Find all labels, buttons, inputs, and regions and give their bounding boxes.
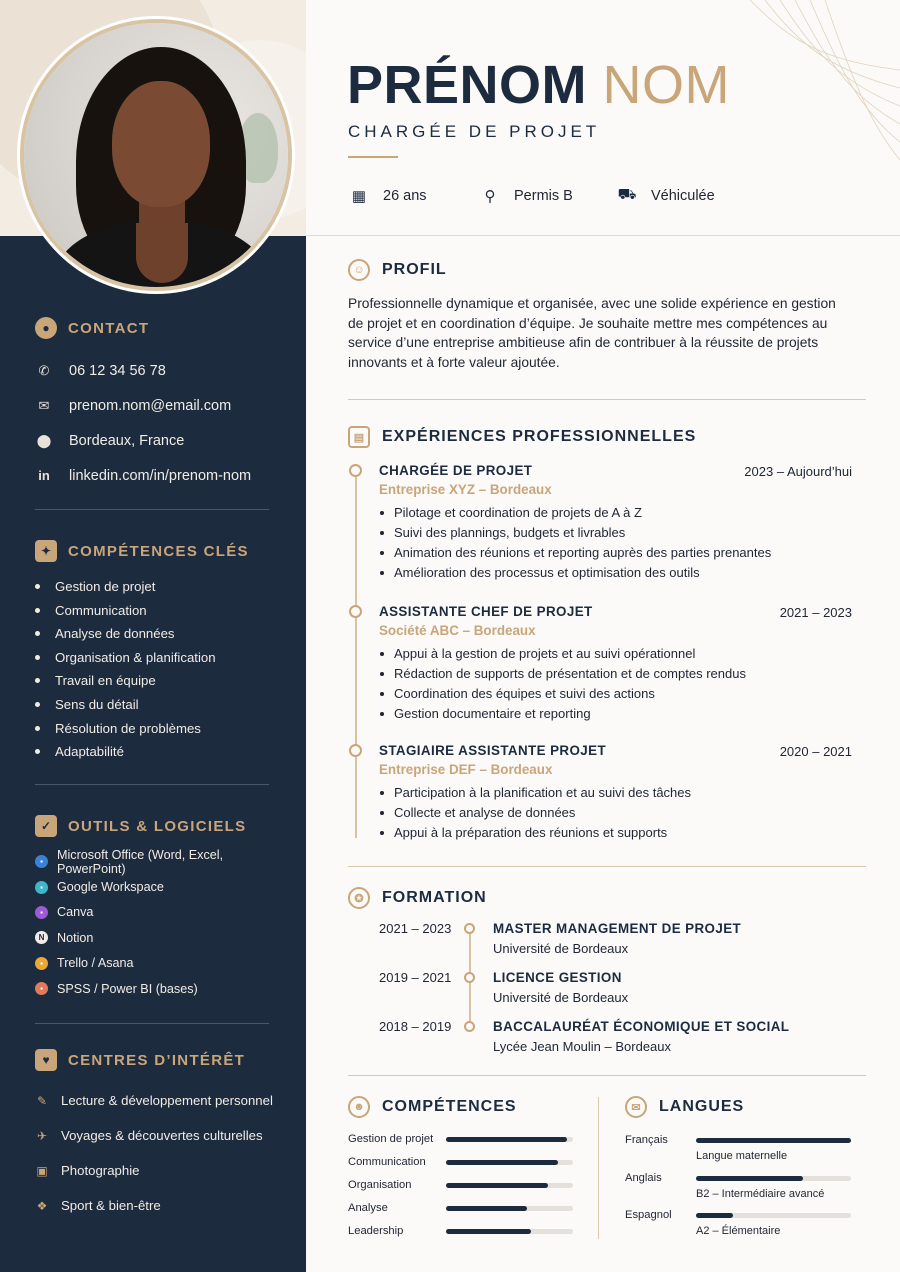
contact-location-text: Bordeaux, France xyxy=(69,432,185,449)
tools-title: OUTILS & LOGICIELS xyxy=(68,817,247,835)
graduation-cap-icon: ✪ xyxy=(348,887,370,909)
job-dates: 2023 – Aujourd’hui xyxy=(744,464,852,479)
timeline-node xyxy=(464,972,475,983)
timeline-node xyxy=(349,605,362,618)
language-level: Langue maternelle xyxy=(696,1150,788,1162)
skill-row xyxy=(348,1199,578,1217)
job-dates: 2020 – 2021 xyxy=(779,744,852,759)
info-license xyxy=(479,186,616,205)
languages-title: LANGUES xyxy=(659,1098,745,1115)
info-vehicle-text: Véhiculée xyxy=(651,187,715,204)
briefcase-icon: ▤ xyxy=(348,426,370,448)
tool-item xyxy=(35,900,295,925)
yoga-icon: ❖ xyxy=(36,1198,48,1213)
education-school: Lycée Jean Moulin – Bordeaux xyxy=(493,1039,672,1054)
contact-title: CONTACT xyxy=(68,319,150,337)
contact-phone[interactable] xyxy=(35,353,275,388)
language-name: Français xyxy=(625,1134,668,1146)
interest-label: Sport & bien-être xyxy=(61,1198,161,1213)
info-vehicle xyxy=(616,186,715,205)
education-dates: 2021 – 2023 xyxy=(379,921,452,936)
job-entry xyxy=(348,604,852,724)
list-item: Appui à la gestion de projets et au suivi opérationnel xyxy=(379,644,852,664)
language-level: A2 – Élémentaire xyxy=(696,1225,781,1237)
interests-section xyxy=(35,1049,275,1223)
key-skills-list xyxy=(35,575,275,764)
skill-bar-track xyxy=(446,1206,573,1211)
car-icon: ⛟ xyxy=(617,186,637,203)
job-tasks xyxy=(379,644,852,724)
timeline-node xyxy=(349,744,362,757)
list-item: Gestion documentaire et reporting xyxy=(379,704,852,724)
key-skills-section xyxy=(35,540,275,764)
interest-item xyxy=(35,1153,295,1188)
google-workspace-icon: ▪ xyxy=(35,881,48,894)
skill-bar-track xyxy=(446,1137,573,1142)
education-title: FORMATION xyxy=(382,889,487,906)
top-shape xyxy=(136,223,188,283)
list-item: Gestion de projet xyxy=(35,575,275,599)
key-skills-header xyxy=(35,540,275,562)
list-item: Résolution de problèmes xyxy=(35,717,275,741)
job-title-text: STAGIAIRE ASSISTANTE PROJET xyxy=(379,743,607,758)
contact-linkedin[interactable] xyxy=(35,458,275,493)
profile-header xyxy=(348,259,447,281)
interest-label: Lecture & développement personnel xyxy=(61,1093,273,1108)
interest-item xyxy=(35,1188,295,1223)
education-school: Université de Bordeaux xyxy=(493,941,629,956)
education-dates: 2019 – 2021 xyxy=(379,970,452,985)
profile-icon: ☺ xyxy=(348,259,370,281)
skills-icon: ✦ xyxy=(35,540,57,562)
mail-icon: ✉ xyxy=(38,397,50,413)
section-divider xyxy=(348,866,866,867)
job-title-text: CHARGÉE DE PROJET xyxy=(379,463,533,478)
skills-header xyxy=(348,1096,517,1118)
tool-label: Google Workspace xyxy=(57,880,164,895)
last-name: NOM xyxy=(602,55,731,115)
skills-title: COMPÉTENCES xyxy=(382,1098,517,1115)
decorative-wave-lines xyxy=(730,0,900,170)
education-dates: 2018 – 2019 xyxy=(379,1019,452,1034)
user-icon: ● xyxy=(35,317,57,339)
profile-photo xyxy=(20,19,292,291)
sidebar-divider xyxy=(35,1023,269,1024)
skill-label: Gestion de projet xyxy=(348,1133,434,1145)
experience-header xyxy=(348,426,696,448)
interest-label: Voyages & découvertes culturelles xyxy=(61,1128,263,1143)
section-divider xyxy=(348,399,866,400)
tool-item xyxy=(35,874,295,899)
skill-label: Analyse xyxy=(348,1202,388,1214)
education-header xyxy=(348,887,487,909)
skill-bar-fill xyxy=(446,1160,558,1165)
powerbi-icon: ▪ xyxy=(35,982,48,995)
job-company: Entreprise XYZ – Bordeaux xyxy=(379,482,552,497)
tools-section xyxy=(35,815,275,1001)
language-level: B2 – Intermédiaire avancé xyxy=(696,1188,825,1200)
book-icon: ✎ xyxy=(36,1093,48,1108)
header-divider xyxy=(306,235,900,236)
interests-title: CENTRES D’INTÉRÊT xyxy=(68,1051,246,1069)
language-name: Anglais xyxy=(625,1172,662,1184)
education-degree: LICENCE GESTION xyxy=(493,970,622,985)
sidebar-divider xyxy=(35,509,269,510)
trello-icon: ▪ xyxy=(35,957,48,970)
education-school: Université de Bordeaux xyxy=(493,990,629,1005)
list-item: Coordination des équipes et suivi des actions xyxy=(379,684,852,704)
timeline-node xyxy=(464,923,475,934)
contact-email[interactable] xyxy=(35,388,275,423)
skill-bar-fill xyxy=(446,1229,531,1234)
skill-bar-track xyxy=(446,1229,573,1234)
job-company: Société ABC – Bordeaux xyxy=(379,623,536,638)
info-license-text: Permis B xyxy=(514,187,573,204)
list-item: Sens du détail xyxy=(35,693,275,717)
list-item: Appui à la préparation des réunions et supports xyxy=(379,823,852,843)
experience-title: EXPÉRIENCES PROFESSIONNELLES xyxy=(382,428,697,445)
skill-bar-fill xyxy=(446,1183,548,1188)
language-bar-fill xyxy=(696,1138,851,1143)
language-bar-fill xyxy=(696,1213,733,1218)
skill-row xyxy=(348,1222,578,1240)
canva-icon: ▪ xyxy=(35,906,48,919)
linkedin-icon: in xyxy=(38,468,50,483)
skill-bar-track xyxy=(446,1183,573,1188)
list-item: Pilotage et coordination de projets de A à Z xyxy=(379,503,852,523)
phone-icon: ✆ xyxy=(38,362,50,378)
info-bar xyxy=(348,186,715,205)
skill-label: Organisation xyxy=(348,1179,412,1191)
interests-icon: ♥ xyxy=(35,1049,57,1071)
info-age xyxy=(348,186,479,205)
info-age-text: 26 ans xyxy=(383,187,427,204)
team-icon: ☻ xyxy=(348,1096,370,1118)
title-underline xyxy=(348,156,398,158)
section-divider xyxy=(348,1075,866,1076)
interest-item xyxy=(35,1118,295,1153)
job-entry xyxy=(348,463,852,583)
job-entry xyxy=(348,743,852,843)
speech-bubble-icon: ✉ xyxy=(625,1096,647,1118)
calendar-icon: ▦ xyxy=(351,187,367,205)
contact-header xyxy=(35,317,275,339)
contact-linkedin-text: linkedin.com/in/prenom-nom xyxy=(69,467,252,484)
camera-icon: ▣ xyxy=(36,1163,48,1178)
tool-item xyxy=(35,951,295,976)
list-item: Rédaction de supports de présentation et de comptes rendus xyxy=(379,664,852,684)
skill-row xyxy=(348,1153,578,1171)
map-pin-icon: ⚲ xyxy=(484,187,496,205)
language-bar-fill xyxy=(696,1176,803,1181)
contact-section xyxy=(35,317,275,493)
sidebar-divider xyxy=(35,784,269,785)
contact-list xyxy=(35,353,275,493)
education-entry xyxy=(379,1019,819,1054)
tools-icon: ✓ xyxy=(35,815,57,837)
tool-item xyxy=(35,849,295,874)
skill-bar-track xyxy=(446,1160,573,1165)
language-bar-track xyxy=(696,1176,851,1181)
tool-label: Canva xyxy=(57,905,94,920)
tools-list xyxy=(35,849,295,1001)
education-entry xyxy=(379,921,819,956)
tool-label: Microsoft Office (Word, Excel, PowerPoint) xyxy=(56,847,224,876)
education-degree: MASTER MANAGEMENT DE PROJET xyxy=(493,921,742,936)
tool-label: SPSS / Power BI (bases) xyxy=(57,981,198,996)
key-skills-title: COMPÉTENCES CLÉS xyxy=(68,542,249,560)
language-name: Espagnol xyxy=(625,1209,672,1221)
tool-label: Notion xyxy=(57,930,94,945)
list-item: Amélioration des processus et optimisation des outils xyxy=(379,563,852,583)
location-icon: ⬤ xyxy=(36,432,52,448)
skill-label: Leadership xyxy=(348,1225,404,1237)
list-item: Analyse de données xyxy=(35,622,275,646)
tool-item xyxy=(35,976,295,1001)
skill-label: Communication xyxy=(348,1156,426,1168)
microsoft-office-icon: ▪ xyxy=(35,855,48,868)
tools-header xyxy=(35,815,275,837)
languages-header xyxy=(625,1096,744,1118)
skill-bar-fill xyxy=(446,1137,567,1142)
education-entry xyxy=(379,970,819,1005)
language-bar-track xyxy=(696,1138,851,1143)
list-item: Suivi des plannings, budgets et livrables xyxy=(379,523,852,543)
interests-header xyxy=(35,1049,275,1071)
column-divider xyxy=(598,1097,599,1239)
tool-label: Trello / Asana xyxy=(57,956,134,971)
skill-row xyxy=(348,1176,578,1194)
job-tasks xyxy=(379,503,852,583)
interest-item xyxy=(35,1083,295,1118)
job-dates: 2021 – 2023 xyxy=(779,605,852,620)
language-bar-track xyxy=(696,1213,851,1218)
list-item: Communication xyxy=(35,599,275,623)
face-shape xyxy=(112,81,210,207)
skill-row xyxy=(348,1130,578,1148)
list-item: Organisation & planification xyxy=(35,646,275,670)
interest-label: Photographie xyxy=(61,1163,140,1178)
job-tasks xyxy=(379,783,852,843)
job-title: CHARGÉE DE PROJET xyxy=(348,122,601,141)
list-item: Animation des réunions et reporting auprès des parties prenantes xyxy=(379,543,852,563)
notion-icon: N xyxy=(35,931,48,944)
job-company: Entreprise DEF – Bordeaux xyxy=(379,762,553,777)
list-item: Adaptabilité xyxy=(35,740,275,764)
profile-text: Professionnelle dynamique et organisée, avec une solide expérience en gestion de projet et en coordination d’équipe. Je souhaite mettre mes compétences au service d’une entreprise ambitieuse afin de contribuer à la réussite de projets innovants et à forte valeur ajoutée. xyxy=(348,296,836,370)
list-item: Travail en équipe xyxy=(35,669,275,693)
tool-item xyxy=(35,925,295,950)
job-title-text: ASSISTANTE CHEF DE PROJET xyxy=(379,604,593,619)
contact-phone-text: 06 12 34 56 78 xyxy=(69,362,166,379)
contact-location xyxy=(35,423,275,458)
profile-title: PROFIL xyxy=(382,261,447,278)
skill-bar-fill xyxy=(446,1206,527,1211)
full-name xyxy=(347,54,730,116)
list-item: Collecte et analyse de données xyxy=(379,803,852,823)
first-name: PRÉNOM xyxy=(347,55,588,115)
timeline-node xyxy=(464,1021,475,1032)
timeline-node xyxy=(349,464,362,477)
list-item: Participation à la planification et au suivi des tâches xyxy=(379,783,852,803)
plane-icon: ✈ xyxy=(36,1128,48,1143)
education-degree: BACCALAURÉAT ÉCONOMIQUE ET SOCIAL xyxy=(493,1019,790,1034)
interests-list xyxy=(35,1083,295,1223)
contact-email-text: prenom.nom@email.com xyxy=(69,397,232,414)
